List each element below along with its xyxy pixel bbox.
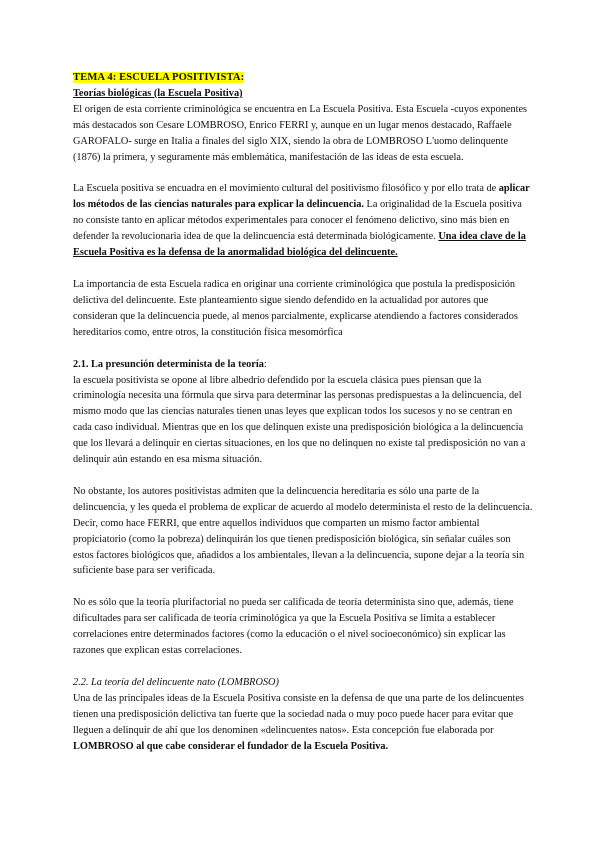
section-2-1-heading: 2.1. La presunción determinista de la teoría <box>73 358 264 370</box>
emphasis-lombroso-founder: LOMBROSO al que cabe considerar el fundador de la Escuela Positiva. <box>73 740 389 752</box>
section-2-2-heading: 2.2. La teoría del delincuente nato (LOMBROSO) <box>73 677 279 688</box>
paragraph-importance: La importancia de esta Escuela radica en originar una corriente criminológica que postula la predisposición delictiva del delincuente. Este planteamiento sigue siendo defendido en la actualidad por autores que consideran que la delincuencia puede, al menos parcialmente, explicarse atendiendo a factores considerados hereditarios como, entre otros, la constitución física mesomórfica <box>73 278 518 338</box>
section-2-1: 2.1. La presunción determinista de la teoría: <box>73 358 267 370</box>
emphasis-natural-sciences: aplicar los métodos de las ciencias naturales para explicar la delincuencia. <box>73 183 530 211</box>
section-2-1-body: la escuela positivista se opone al libre albedrío defendido por la escuela clásica pues piensan que la criminología necesita una fórmula que sirva para determinar las personas predispuestas a la delincuencia, del mismo modo que las ciencias naturales tienen unas leyes que explican todos los sucesos y no se centran en cada caso individual. Mientras que en los que delinquen existe una predisposición biológica a la delincuencia que los llevará a delinquir en ciertas situaciones, en los que no delinquen no existe tal predisposición no van a delinquir aún estando en esa misma situación. <box>73 374 526 466</box>
paragraph-hereditary: No obstante, los autores positivistas admiten que la delincuencia hereditaria es sólo una parte de la delincuencia, y les queda el problema de explicar de acuerdo al modelo determinista el resto de la delincuencia. Decir, como hace FERRI, que entre aquellos individuos que comparten un mismo factor ambiental propiciatorio (como la pobreza) delinquirán los que tienen predisposición biológica, sin señalar cuáles son estos factores biológicos que, añadidos a los ambientales, llevan a la delincuencia, supone dejar a la teoría sin suficiente base para ser verificada. <box>73 485 533 577</box>
paragraph-positivism: La Escuela positiva se encuadra en el movimiento cultural del positivismo filosófico y por ello trata de aplicar los métodos de las ciencias naturales para explicar la delincuencia. La originalidad de la Escuela positiva no consiste tanto en aplicar métodos experimentales para conocer el fenómeno delictivo, sino más bien en defender la revolucionaria idea de que la delincuencia está determinada biológicamente. Una idea clave de la Escuela Positiva es la defensa de la anormalidad biológica del delincuente. <box>73 183 530 259</box>
paragraph-plurifactorial: No es sólo que la teoría plurifactorial no pueda ser calificada de teoría determinista sino que, además, tiene dificultades para ser calificada de teoría criminológica ya que la Escuela Positiva se limita a establecer correlaciones entre determinados factores (como la educación o el nivel socioeconómico) sin explicar las razones que explican estas correlaciones. <box>73 597 514 657</box>
document-title: TEMA 4: ESCUELA POSITIVISTA: <box>73 72 245 83</box>
paragraph-origin: El origen de esta corriente criminológica se encuentra en La Escuela Positiva. Esta Escuela -cuyos exponentes más destacados son Cesare LOMBROSO, Enrico FERRI y, aunque en un lugar menos destacado, Raffaele GAROFALO- surge en Italia a finales del siglo XIX, siendo la obra de LOMBROSO L'uomo delinquente (1876) la primera, y seguramente más emblemática, manifestación de las ideas de esta escuela. <box>73 103 528 163</box>
emphasis-key-idea: Una idea clave de la Escuela Positiva es la defensa de la anormalidad biológica del delincuente. <box>73 231 526 259</box>
section-subtitle: Teorías biológicas (la Escuela Positiva) <box>73 87 243 99</box>
document-body <box>73 70 533 755</box>
section-2-2-body: Una de las principales ideas de la Escuela Positiva consiste en la defensa de que una parte de los delincuentes tienen una predisposición delictiva tan fuerte que la sociedad nada o muy poco puede hacer para evitar que lleguen a delinquir de ahí que los denominen «delincuentes natos». Esta concepción fue elaborada por LOMBROSO al que cabe considerar el fundador de la Escuela Positiva. <box>73 692 524 752</box>
